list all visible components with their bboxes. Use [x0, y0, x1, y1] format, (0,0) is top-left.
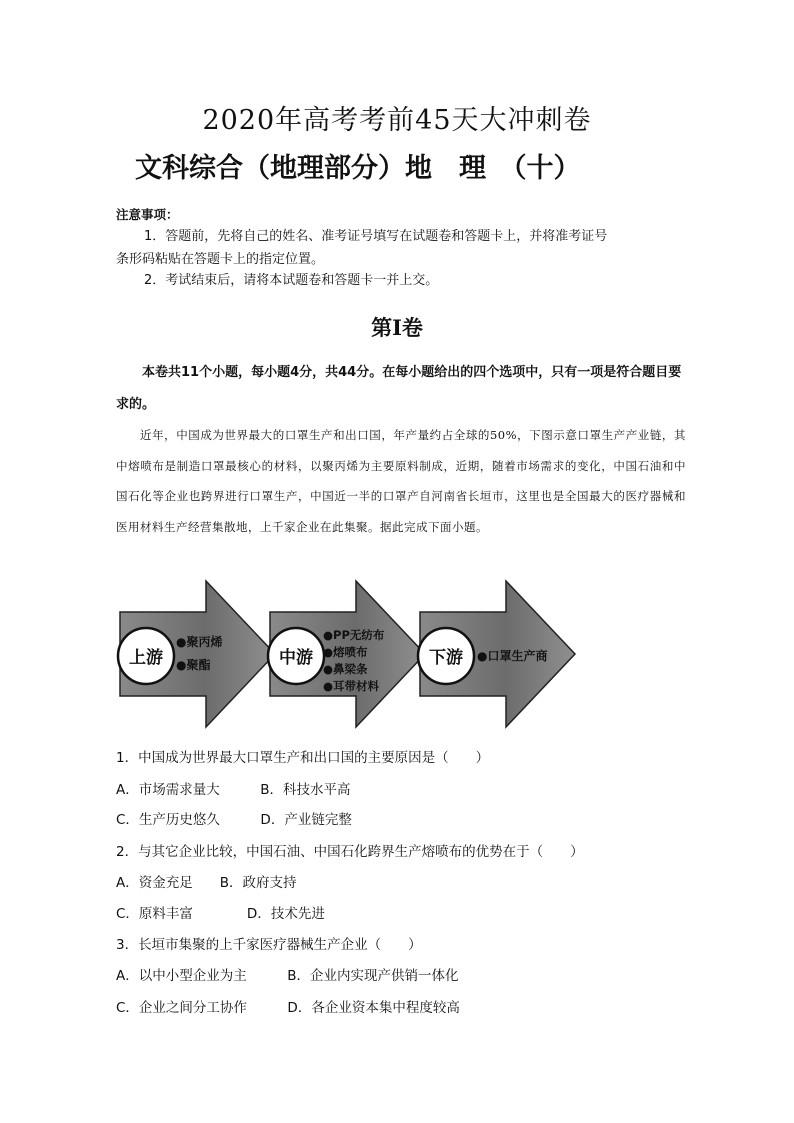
midstream-item: ●熔喷布: [323, 645, 368, 659]
upstream-item: ●聚丙烯: [176, 635, 223, 649]
section-title: 第Ⅰ卷: [371, 315, 423, 340]
question-1-stem: 1．中国成为世界最大口罩生产和出口国的主要原因是（ ）: [116, 750, 490, 766]
exam-title: 2020年高考考前45天大冲刺卷: [202, 105, 592, 136]
question-3-options-ab: A．以中小型企业为主 B．企业内实现产供销一体化: [116, 968, 459, 984]
upstream-item: ●聚酯: [176, 658, 211, 672]
question-1-options-cd: C．生产历史悠久 D．产业链完整: [116, 812, 352, 828]
section-instructions: 本卷共11个小题，每小题4分，共44分。在每小题给出的四个选项中，只有一项是符合题目要求的。: [116, 365, 682, 412]
midstream-item: ●耳带材料: [323, 679, 380, 693]
industry-chain-diagram: [110, 578, 580, 734]
question-2-stem: 2．与其它企业比较，中国石油、中国石化跨界生产熔喷布的优势在于（ ）: [116, 844, 584, 860]
downstream-label: 下游: [429, 648, 463, 668]
midstream-arrow: [268, 581, 425, 727]
notice-item-1-line-1: 1．答题前，先将自己的姓名、准考证号填写在试题卷和答题卡上，并将准考证号: [144, 229, 608, 244]
question-1-options-ab: A．市场需求量大 B．科技水平高: [116, 782, 351, 798]
upstream-label: 上游: [129, 648, 163, 668]
question-3-options-cd: C．企业之间分工协作 D．各企业资本集中程度较高: [116, 1000, 460, 1016]
notice-item-2: 2．考试结束后，请将本试题卷和答题卡一并上交。: [144, 273, 439, 288]
question-2-options-cd: C．原料丰富 D．技术先进: [116, 906, 325, 922]
subject-title: 文科综合（地理部分）地 理 （十）: [135, 153, 581, 184]
question-3-stem: 3．长垣市集聚的上千家医疗器械生产企业（ ）: [116, 937, 422, 953]
notice-item-1-line-2: 条形码粘贴在答题卡上的指定位置。: [116, 252, 325, 267]
question-2-options-ab: A．资金充足 B．政府支持: [116, 875, 297, 891]
notice-heading: 注意事项：: [116, 207, 179, 222]
midstream-label: 中游: [279, 648, 313, 668]
downstream-item: ●口罩生产商: [477, 649, 548, 663]
midstream-item: ●鼻梁条: [323, 662, 368, 676]
midstream-item: ●PP无纺布: [323, 628, 385, 642]
downstream-arrow: [418, 581, 575, 727]
reading-passage: 近年，中国成为世界最大的口罩生产和出口国，年产量约占全球的50%，下图示意口罩生产产业链，其中熔喷布是制造口罩最核心的材料，以聚丙烯为主要原料制成，近期，随着市场需求的变化，中国石油和中国石化等企业也跨界进行口罩生产，中国近一半的口罩产自河南省长垣市，这里也是全国最大的医疗器械和医用材料生产经营集散地，上千家企业在此集聚。据此完成下面小题。: [116, 428, 686, 534]
upstream-arrow: [118, 581, 275, 727]
